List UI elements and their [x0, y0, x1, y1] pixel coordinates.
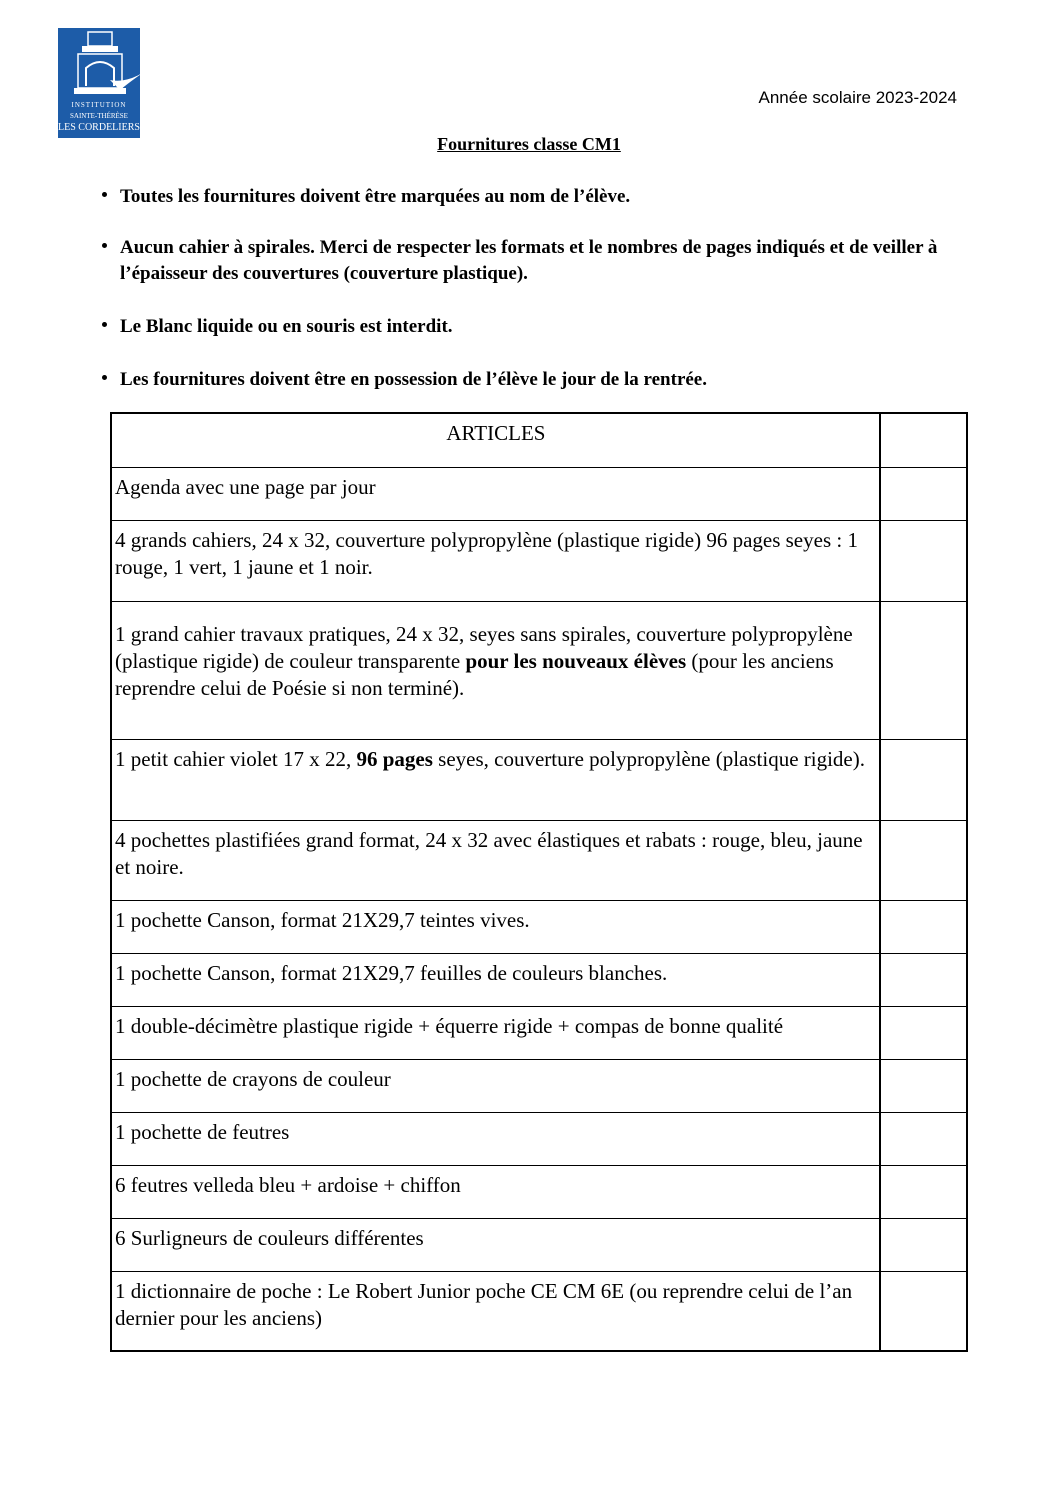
building-icon: [58, 28, 150, 108]
article-text: 1 petit cahier violet 17 x 22,: [115, 746, 357, 771]
table-row: [111, 601, 967, 739]
article-text-bold: 96 pages: [356, 746, 433, 771]
check-header-cell: [880, 413, 967, 467]
supplies-table: [110, 412, 968, 1352]
check-cell: [880, 900, 967, 953]
rules-list: [100, 184, 980, 393]
rule-item: Les fournitures doivent être en possession de l’élève le jour de la rentrée.: [100, 367, 980, 393]
article-text-bold: pour les nouveaux élèves: [465, 648, 687, 673]
article-cell: 4 pochettes plastifiées grand format, 24 x 32 avec élastiques et rabats : rouge, bleu, jaune et noire.: [111, 820, 880, 900]
school-logo: [58, 28, 150, 138]
table-row: [111, 520, 967, 601]
check-cell: [880, 1006, 967, 1059]
check-cell: [880, 467, 967, 520]
check-cell: [880, 601, 967, 739]
check-cell: [880, 1271, 967, 1351]
school-year: Année scolaire 2023-2024: [758, 88, 957, 107]
article-cell: 1 pochette Canson, format 21X29,7 teintes vives.: [111, 900, 880, 953]
article-cell: 1 dictionnaire de poche : Le Robert Junior poche CE CM 6E (ou reprendre celui de l’an dernier pour les anciens): [111, 1271, 880, 1351]
article-text: 1 grand cahier travaux pratiques, 24 x 32, seyes sans spirales, couverture polypropylène (plastique rigide) de couleur transparente: [115, 621, 853, 673]
table-row: [111, 820, 967, 900]
page-title: Fournitures classe CM1: [437, 134, 621, 154]
logo-text-cordeliers: LES CORDELIERS: [58, 122, 140, 133]
article-text: seyes, couverture polypropylène (plastique rigide).: [432, 746, 866, 771]
check-cell: [880, 1165, 967, 1218]
article-cell: 1 pochette de crayons de couleur: [111, 1059, 880, 1112]
article-cell: 6 Surligneurs de couleurs différentes: [111, 1218, 880, 1271]
check-cell: [880, 820, 967, 900]
table-row: [111, 1112, 967, 1165]
check-cell: [880, 739, 967, 820]
table-row: [111, 1165, 967, 1218]
article-cell: 1 double-décimètre plastique rigide + équerre rigide + compas de bonne qualité: [111, 1006, 880, 1059]
table-row: [111, 1218, 967, 1271]
logo-text-saint: SAINTE-THÉRÈSE: [70, 112, 128, 120]
table-row: [111, 1271, 967, 1351]
check-cell: [880, 520, 967, 601]
rule-item: Aucun cahier à spirales. Merci de respecter les formats et le nombres de pages indiqués et de veiller à l’épaisseur des couvertures (couverture plastique).: [100, 235, 980, 287]
article-cell: 4 grands cahiers, 24 x 32, couverture polypropylène (plastique rigide) 96 pages seyes : 1 rouge, 1 vert, 1 jaune et 1 noir.: [111, 520, 880, 601]
article-cell: 6 feutres velleda bleu + ardoise + chiffon: [111, 1165, 880, 1218]
table-row: [111, 739, 967, 820]
table-header-row: [111, 413, 967, 467]
table-row: [111, 467, 967, 520]
check-cell: [880, 1059, 967, 1112]
table-row: [111, 900, 967, 953]
logo-text-institution: INSTITUTION: [71, 101, 127, 109]
article-text: (pour les anciens reprendre celui de Poésie si non terminé).: [115, 648, 834, 700]
article-cell: 1 pochette Canson, format 21X29,7 feuilles de couleurs blanches.: [111, 953, 880, 1006]
check-cell: [880, 1218, 967, 1271]
check-cell: [880, 1112, 967, 1165]
article-cell: Agenda avec une page par jour: [111, 467, 880, 520]
article-cell: 1 pochette de feutres: [111, 1112, 880, 1165]
articles-header: ARTICLES: [111, 413, 880, 467]
rule-item: Toutes les fournitures doivent être marquées au nom de l’élève.: [100, 184, 980, 210]
table-row: [111, 1059, 967, 1112]
article-cell: [111, 601, 880, 739]
article-cell: [111, 739, 880, 820]
check-cell: [880, 953, 967, 1006]
table-row: [111, 1006, 967, 1059]
rule-item: Le Blanc liquide ou en souris est interdit.: [100, 314, 980, 340]
table-row: [111, 953, 967, 1006]
